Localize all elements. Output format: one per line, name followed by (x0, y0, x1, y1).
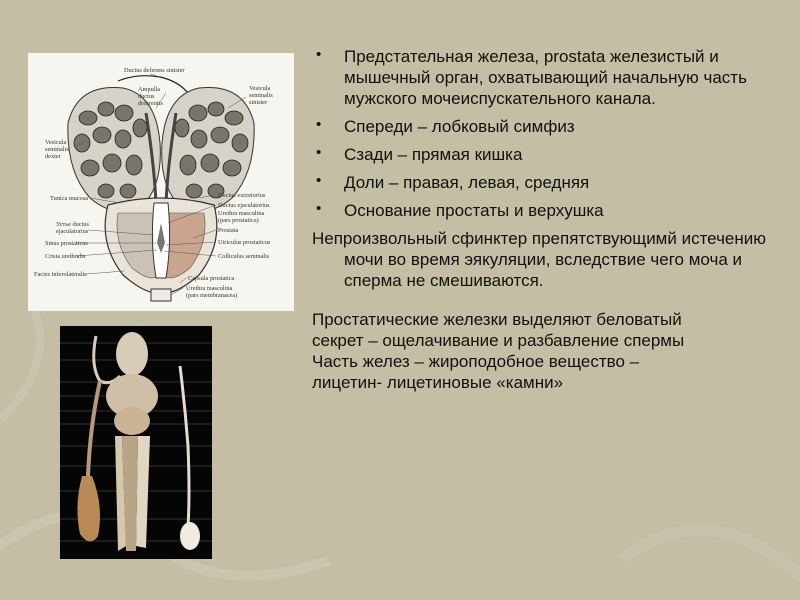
prostate-anatomy-diagram (28, 53, 294, 311)
bullet-dot-icon: • (316, 144, 322, 161)
label-ductus-deferens-sinister: Ductus deferens sinister (124, 67, 185, 74)
bullet-item (312, 172, 782, 193)
label-facies-inferolateralis: Facies inferolateralis (34, 271, 87, 278)
bullet-item (312, 116, 782, 137)
specimen-drawing (60, 326, 212, 559)
bullet-dot-icon: • (316, 116, 322, 133)
label-utriculus: Utriculus prostaticus (218, 239, 271, 246)
label-crista-urethralis: Crista urethralis (45, 253, 86, 260)
bullet-text: Сзади – прямая кишка (344, 145, 523, 164)
label-urethra-prostatica: (pars prostatica) (218, 217, 259, 224)
body-line: Часть желез – жироподобное вещество – (312, 352, 640, 371)
label-ductus-excretorius: Ductus excretorius (218, 192, 266, 199)
label-vesicula-sinister-2: seminalis (249, 92, 273, 99)
label-urethra-masculina: Urethra masculina (218, 210, 265, 217)
label-ampulla-deferentis: deferentis (138, 100, 163, 107)
bullet-text: Предстательная железа, prostata железистый и мышечный орган, охватывающий начальную часть мужского мочеиспускательного канала. (344, 47, 747, 108)
label-ampulla-ductus: ductus (138, 93, 155, 100)
label-urethra-membranacea: Urethra masculina (186, 285, 233, 292)
label-tunica-mucosa: Tunica mucosa (50, 195, 89, 202)
label-vesicula-sinister-3: sinister (249, 99, 268, 106)
bullet-item (312, 46, 782, 109)
label-vesicula-dexter-2: seminalis (45, 146, 69, 153)
bullet-item (312, 200, 782, 221)
label-vesicula-sinister: Vesicula (249, 85, 271, 92)
label-colliculus: Colliculus seminalis (218, 253, 270, 260)
label-ampulla: Ampulla (138, 86, 161, 93)
label-sinus-prostaticus: Sinus prostaticus (45, 240, 88, 247)
bullet-text: Основание простаты и верхушка (344, 201, 604, 220)
slide-text (312, 46, 782, 393)
bullet-dot-icon: • (316, 172, 322, 189)
label-ustye-ejaculatorius: ejaculatorius (56, 228, 89, 235)
bullet-text: Доли – правая, левая, средняя (344, 173, 590, 192)
intro-paragraph: Непроизвольный сфинктер препятствующимй истечению мочи во время эякуляции, вследствие чего моча и сперма не смешиваются. (312, 229, 767, 290)
bullet-item (312, 144, 782, 165)
label-prostata: Prostata (218, 227, 239, 234)
bullet-dot-icon: • (316, 46, 322, 63)
body-line: лицетин- лицетиновые «камни» (312, 373, 564, 392)
label-capsula-prostatica: Capsula prostatica (188, 275, 235, 282)
bullet-text: Спереди – лобковый симфиз (344, 117, 575, 136)
body-line: Простатические железки выделяют беловатый (312, 310, 682, 329)
bullet-dot-icon: • (316, 200, 322, 217)
anatomy-drawing (28, 53, 294, 311)
label-ductus-ejaculatorius: Ductus ejaculatorius (218, 202, 270, 209)
bullet-list (312, 46, 782, 221)
label-vesicula-dexter-3: dexter (45, 153, 61, 160)
specimen-photo (60, 326, 212, 559)
body-line: секрет – ощелачивание и разбавление спермы (312, 331, 685, 350)
label-urethra-membranacea-2: (pars membranacea) (186, 292, 238, 299)
label-vesicula-dexter: Vesicula (45, 139, 67, 146)
label-ustye-ductus: Устье ductus (56, 221, 89, 228)
